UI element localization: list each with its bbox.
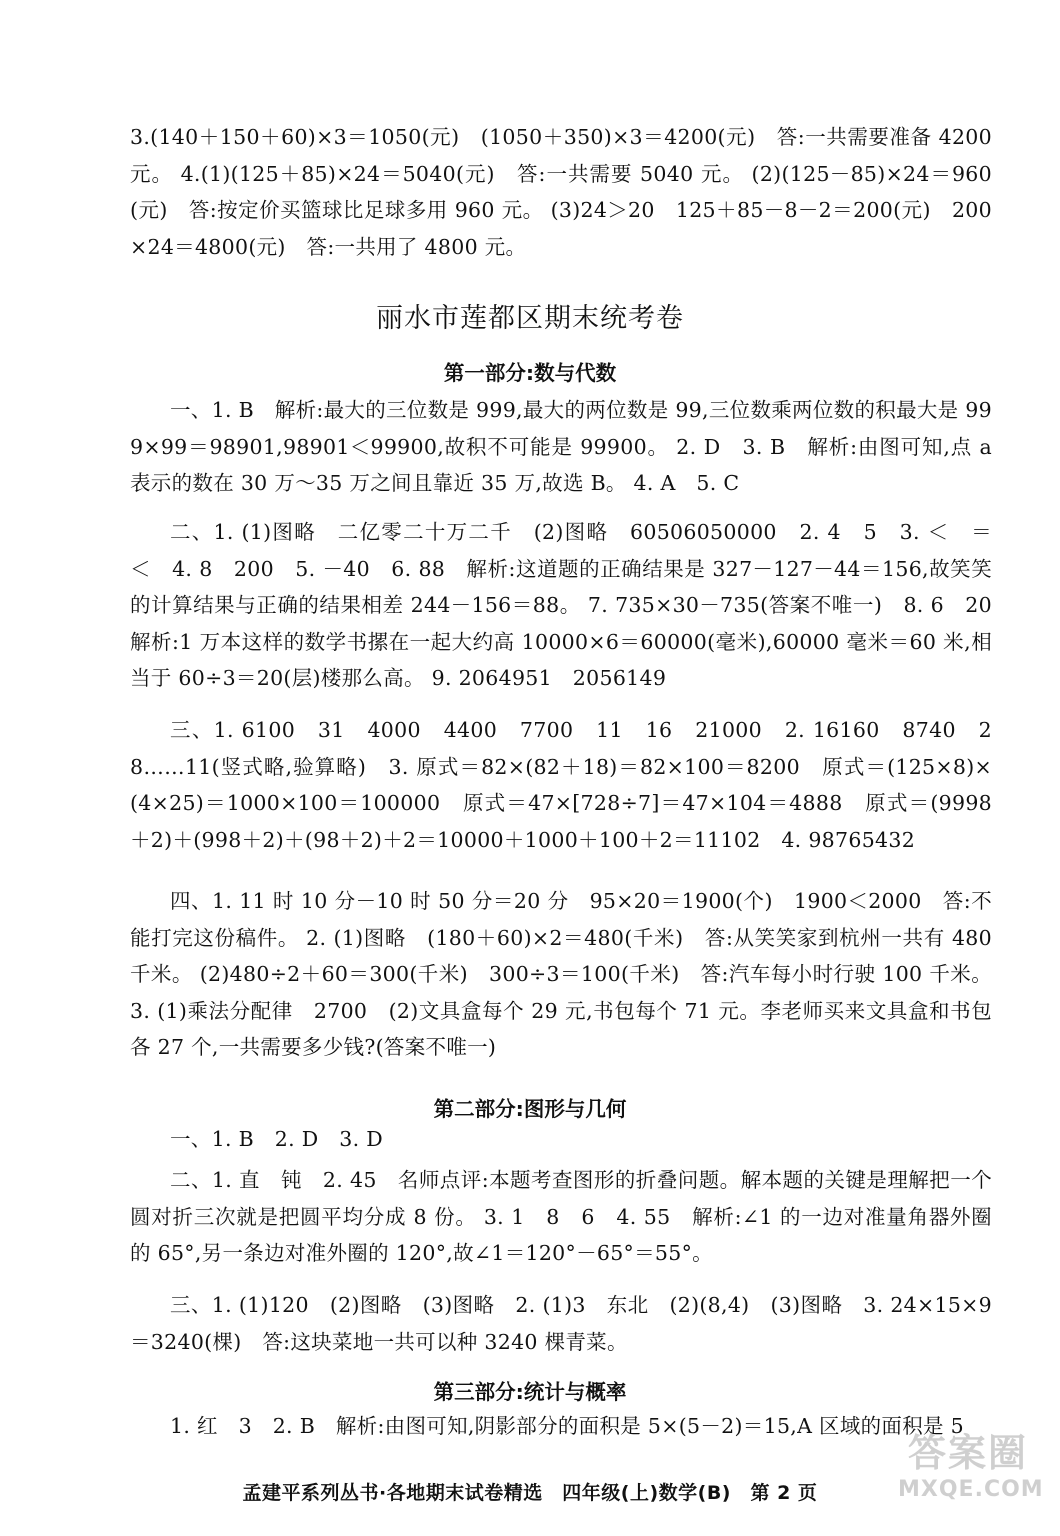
watermark-top-text: 答案圈 [907, 1431, 1028, 1475]
exam-title: 丽水市莲都区期末统考卷 [376, 303, 684, 334]
part2-section3-answers: 三、1. (1)120 (2)图略 (3)图略 2. (1)3 东北 (2)(8,4) (3)图略 3. 24×15×9＝3240(棵) 答:这块菜地一共可以种 3240 棵青菜。 [130, 1293, 992, 1354]
part1-section1-answers: 一、1. B 解析:最大的三位数是 999,最大的两位数是 99,三位数乘两位数的积最大是 999×99＝98901,98901＜99900,故积不可能是 99900。 2. D 3. B 解析:由图可知,点 a 表示的数在 30 万～35 万之间且靠近 35 万,故选 B。 4. A 5. C [130, 398, 992, 495]
part2-section1-answers: 一、1. B 2. D 3. D [170, 1127, 383, 1151]
part3-section1-answers: 1. 红 3 2. B 解析:由图可知,阴影部分的面积是 5×(5－2)＝15,A 区域的面积是 5 [170, 1414, 964, 1438]
part3-heading: 第三部分:统计与概率 [433, 1380, 627, 1404]
page-footer: 孟建平系列丛书·各地期末试卷精选 四年级(上)数学(B) 第 2 页 [242, 1482, 818, 1504]
part1-heading: 第一部分:数与代数 [443, 361, 617, 385]
watermark-logo [898, 1422, 1044, 1522]
previous-answers-block: 3.(140＋150＋60)×3＝1050(元) (1050＋350)×3＝4200(元) 答:一共需要准备 4200 元。 4.(1)(125＋85)×24＝5040(元) 答:一共需要 5040 元。 (2)(125－85)×24＝960(元) 答:按定价买篮球比足球多用 960 元。 (3)24＞20 125＋85－8－2＝200(元) 200×24＝4800(元) 答:一共用了 4800 元。 [130, 125, 992, 259]
watermark-bottom-text: MXQE.COM [898, 1477, 1044, 1502]
part1-section2-answers: 二、1. (1)图略 二亿零二十万二千 (2)图略 60506050000 2. 4 5 3. ＜ ＝ ＜ 4. 8 200 5. －40 6. 88 解析:这道题的正确结果是 327－127－44＝156,故笑笑的计算结果与正确的结果相差 244－156＝88。 7. 735×30－735(答案不唯一) 8. 6 20 解析:1 万本这样的数学书摞在一起大约高 10000×6＝60000(毫米),60000 毫米＝60 米,相当于 60÷3＝20(层)楼那么高。 9. 2064951 2056149 [130, 520, 1013, 690]
part1-section4-answers: 四、1. 11 时 10 分－10 时 50 分＝20 分 95×20＝1900(个) 1900＜2000 答:不能打完这份稿件。 2. (1)图略 (180＋60)×2＝480(千米) 答:从笑笑家到杭州一共有 480 千米。 (2)480÷2＋60＝300(千米) 300÷3＝100(千米) 答:汽车每小时行驶 100 千米。 3. (1)乘法分配律 2700 (2)文具盒每个 29 元,书包每个 71 元。李老师买来文具盒和书包各 27 个,一共需要多少钱?(答案不唯一) [130, 889, 992, 1059]
part1-section3-answers: 三、1. 6100 31 4000 4400 7700 11 16 21000 2. 16160 8740 28……11(竖式略,验算略) 3. 原式＝82×(82＋18)＝82×100＝8200 原式＝(125×8)×(4×25)＝1000×100＝100000 原式＝47×[728÷7]＝47×104＝4888 原式＝(9998＋2)＋(998＋2)＋(98＋2)＋2＝10000＋1000＋100＋2＝11102 4. 98765432 [130, 718, 992, 852]
part2-section2-answers: 二、1. 直 钝 2. 45 名师点评:本题考查图形的折叠问题。解本题的关键是理解把一个圆对折三次就是把圆平均分成 8 份。 3. 1 8 6 4. 55 解析:∠1 的一边对准量角器外圈的 65°,另一条边对准外圈的 120°,故∠1＝120°－65°＝55°。 [130, 1168, 992, 1265]
part2-heading: 第二部分:图形与几何 [433, 1097, 627, 1121]
